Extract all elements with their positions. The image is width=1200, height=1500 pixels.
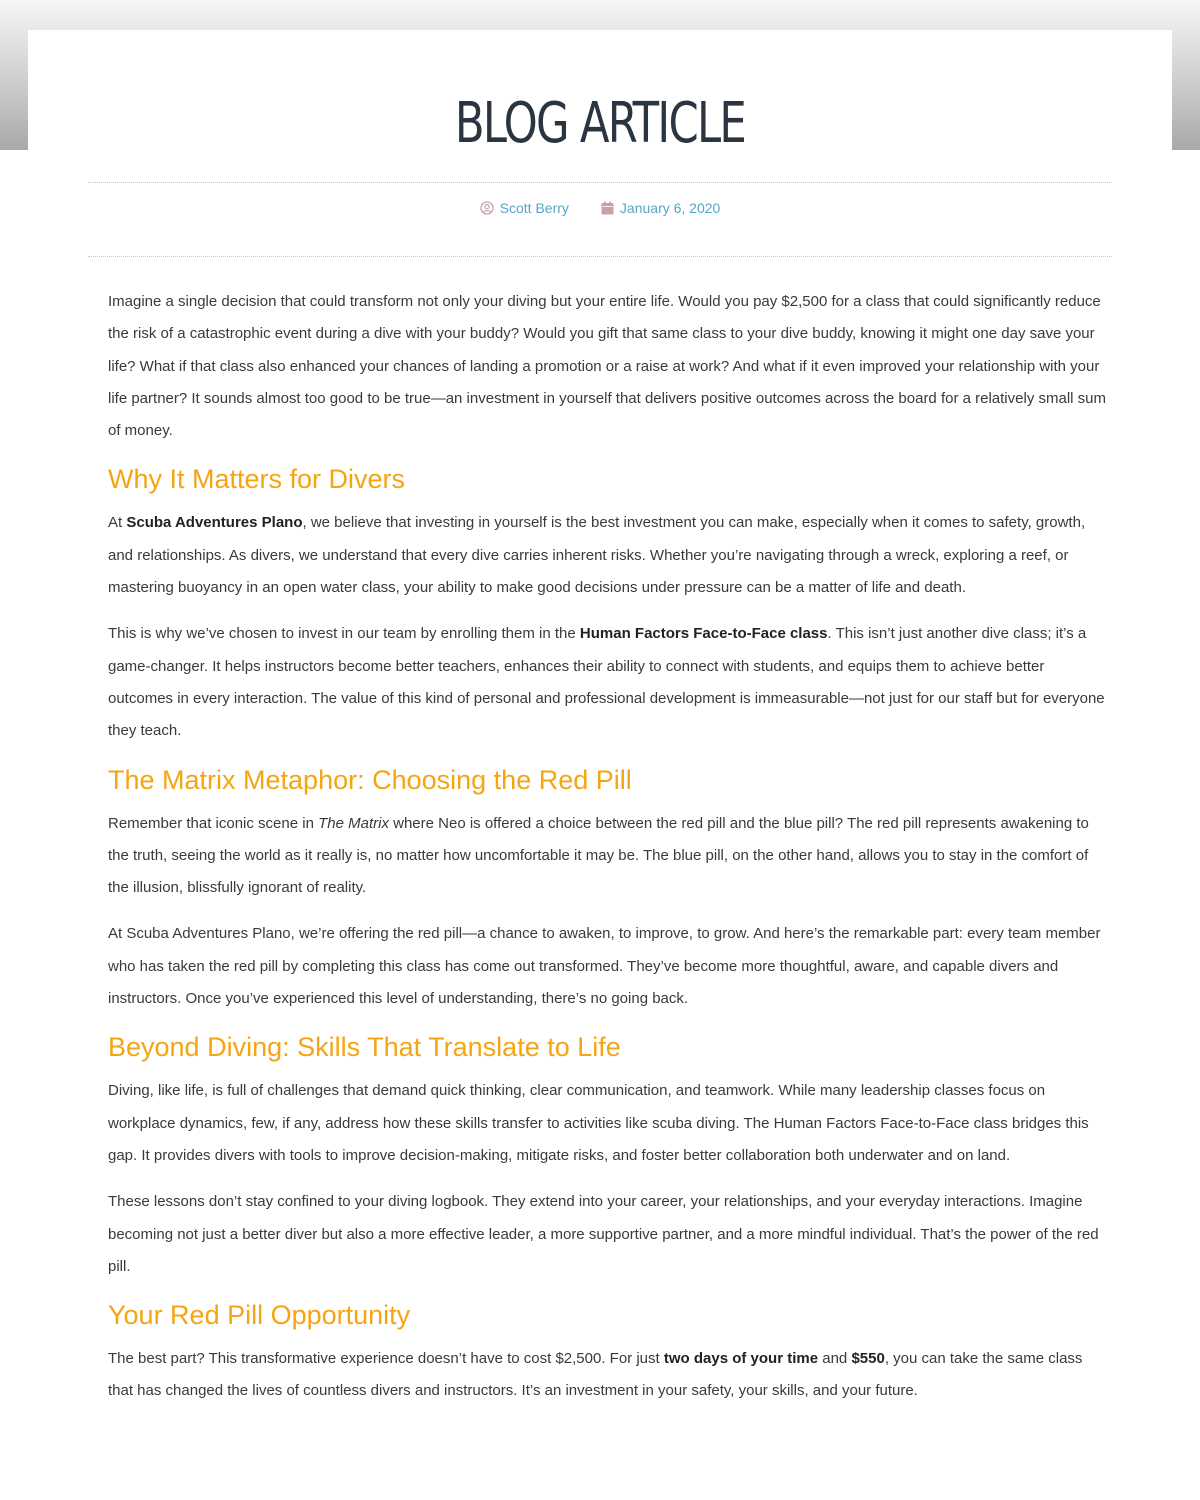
date-link[interactable] [601,200,720,216]
section-heading-why-it-matters: Why It Matters for Divers [108,464,406,495]
section-heading-matrix-metaphor: The Matrix Metaphor: Choosing the Red Pill [108,764,632,795]
text: , you can take the same class that has changed the lives of countless divers and instructors. It’s an investment in your safety, your skills, and your future. [108,1350,1083,1400]
article-body [108,286,1108,1422]
post-meta [28,200,1172,216]
article-card [28,30,1172,1500]
text: This is why we’ve chosen to invest in our team by enrolling them in the [108,625,580,643]
text: , we believe that investing in yourself is the best investment you can make, especially when it comes to safety, growth, and relationships. As divers, we understand that every dive carries inherent risks. Whether you’re navigating through a wreck, exploring a reef, or mastering buoyancy in an open water class, your ability to make good decisions under pressure can be a matter of life and death. [108,514,1086,597]
paragraph: These lessons don’t stay confined to your diving logbook. They extend into your career, your relationships, and your everyday interactions. Imagine becoming not just a better diver but also a more effective leader, a more supportive partner, and a more mindful individual. That’s the power of the red pill. [108,1193,1099,1275]
text: . This isn’t just another dive class; it’s a game-changer. It helps instructors become better teachers, enhances their ability to connect with students, and equips them to achieve better outcomes in every interaction. The value of this kind of personal and professional development is immeasurable—not just for our staff but for everyone they teach. [108,625,1105,740]
author-name: Scott Berry [499,200,569,216]
bold-text: Human Factors Face-to-Face class [579,625,828,643]
paragraph [108,507,1108,604]
text: At [108,514,127,532]
paragraph [108,1343,1108,1408]
paragraph: Diving, like life, is full of challenges that demand quick thinking, clear communication, and teamwork. While many leadership classes focus on workplace dynamics, few, if any, address how these skills transfer to activities like scuba diving. The Human Factors Face-to-Face class bridges this gap. It provides divers with tools to improve decision-making, mitigate risks, and foster better collaboration both underwater and on land. [108,1082,1089,1164]
text: Remember that iconic scene in [108,814,319,832]
page-title: BLOG ARTICLE [454,91,746,156]
intro-paragraph: Imagine a single decision that could transform not only your diving but your entire life. Would you pay $2,500 for a class that could significantly reduce the risk of a catastrophic event during a dive with your buddy? Would you gift that same class to your dive buddy, knowing it might one day save your life? What if that class also enhanced your chances of landing a promotion or a raise at work? And what if it even improved your relationship with your life partner? It sounds almost too good to be true—an investment in yourself that delivers positive outcomes across the board for a relatively small sum of money. [108,293,1106,440]
text: The best part? This transformative experience doesn’t have to cost $2,500. For just [108,1350,664,1368]
text: where Neo is offered a choice between the red pill and the blue pill? The red pill represents awakening to the truth, seeing the world as it really is, no matter how uncomfortable it may be. The blue pill, on the other hand, allows you to stay in the comfort of the illusion, blissfully ignorant of reality. [108,814,1089,897]
divider-top [88,182,1112,183]
bold-text: two days of your time [663,1350,819,1368]
section-heading-beyond-diving: Beyond Diving: Skills That Translate to Life [108,1032,621,1063]
user-circle-icon [480,201,494,215]
paragraph: At Scuba Adventures Plano, we’re offering the red pill—a chance to awaken, to improve, to grow. And here’s the remarkable part: every team member who has taken the red pill by completing this class has come out transformed. They’ve become more thoughtful, aware, and capable divers and instructors. Once you’ve experienced this level of understanding, there’s no going back. [108,925,1101,1008]
section-heading-red-pill-opportunity: Your Red Pill Opportunity [108,1300,411,1331]
author-link[interactable] [480,200,569,216]
post-date: January 6, 2020 [619,200,721,216]
paragraph [108,618,1108,747]
bold-text: Scuba Adventures Plano [126,514,303,532]
divider-bottom [88,256,1112,257]
calendar-icon [601,201,614,215]
bold-text: $550 [851,1350,885,1368]
text: and [818,1350,852,1368]
paragraph [108,808,1108,905]
italic-text: The Matrix [318,814,389,832]
